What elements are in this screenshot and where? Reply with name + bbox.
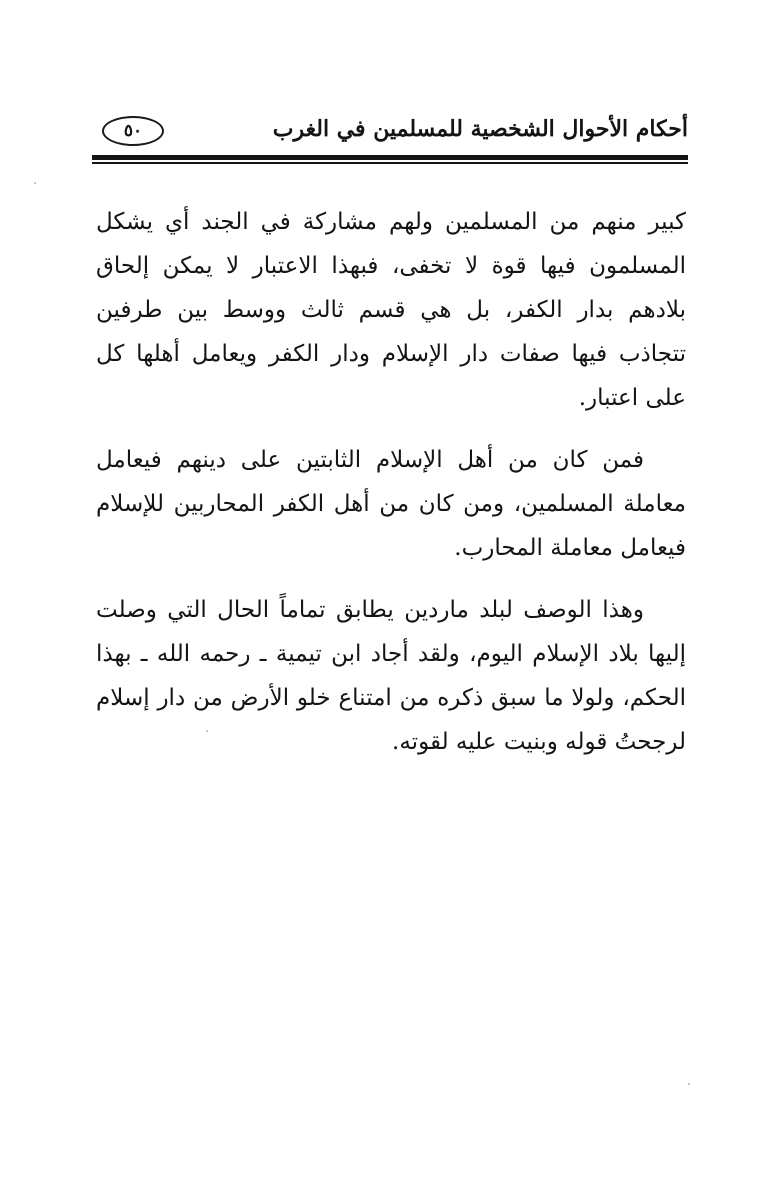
paragraph-2: فمن كان من أهل الإسلام الثابتين على دينهم فيعامل معاملة المسلمين، ومن كان من أهل الكفر المحاربين للإسلام فيعامل معاملة المحارب. <box>96 447 686 561</box>
header-rule-thick <box>92 155 688 160</box>
running-header <box>92 108 688 158</box>
body-text <box>96 200 686 782</box>
scan-speck <box>206 730 208 732</box>
paragraph-3: وهذا الوصف لبلد ماردين يطابق تماماً الحال التي وصلت إليها بلاد الإسلام اليوم، ولقد أجاد ابن تيمية ـ رحمه الله ـ بهذا الحكم، ولولا ما سبق ذكره من امتناع خلو الأرض من دار إسلام لرجحتُ قوله وبنيت عليه لقوته. <box>96 597 686 755</box>
header-rule-thin <box>92 162 688 164</box>
scan-speck <box>34 182 36 184</box>
paragraph-1: كبير منهم من المسلمين ولهم مشاركة في الجند أي يشكل المسلمون فيها قوة لا تخفى، فبهذا الاعتبار لا يمكن إلحاق بلادهم بدار الكفر، بل هي قسم ثالث ووسط بين طرفين تتجاذب فيها صفات دار الإسلام ودار الكفر ويعامل أهلها كل على اعتبار. <box>96 209 686 411</box>
header-title: أحكام الأحوال الشخصية للمسلمين في الغرب <box>272 116 688 142</box>
page-number: ٥٠ <box>123 120 143 141</box>
scan-speck <box>688 1083 690 1085</box>
page-number-badge <box>102 116 164 146</box>
